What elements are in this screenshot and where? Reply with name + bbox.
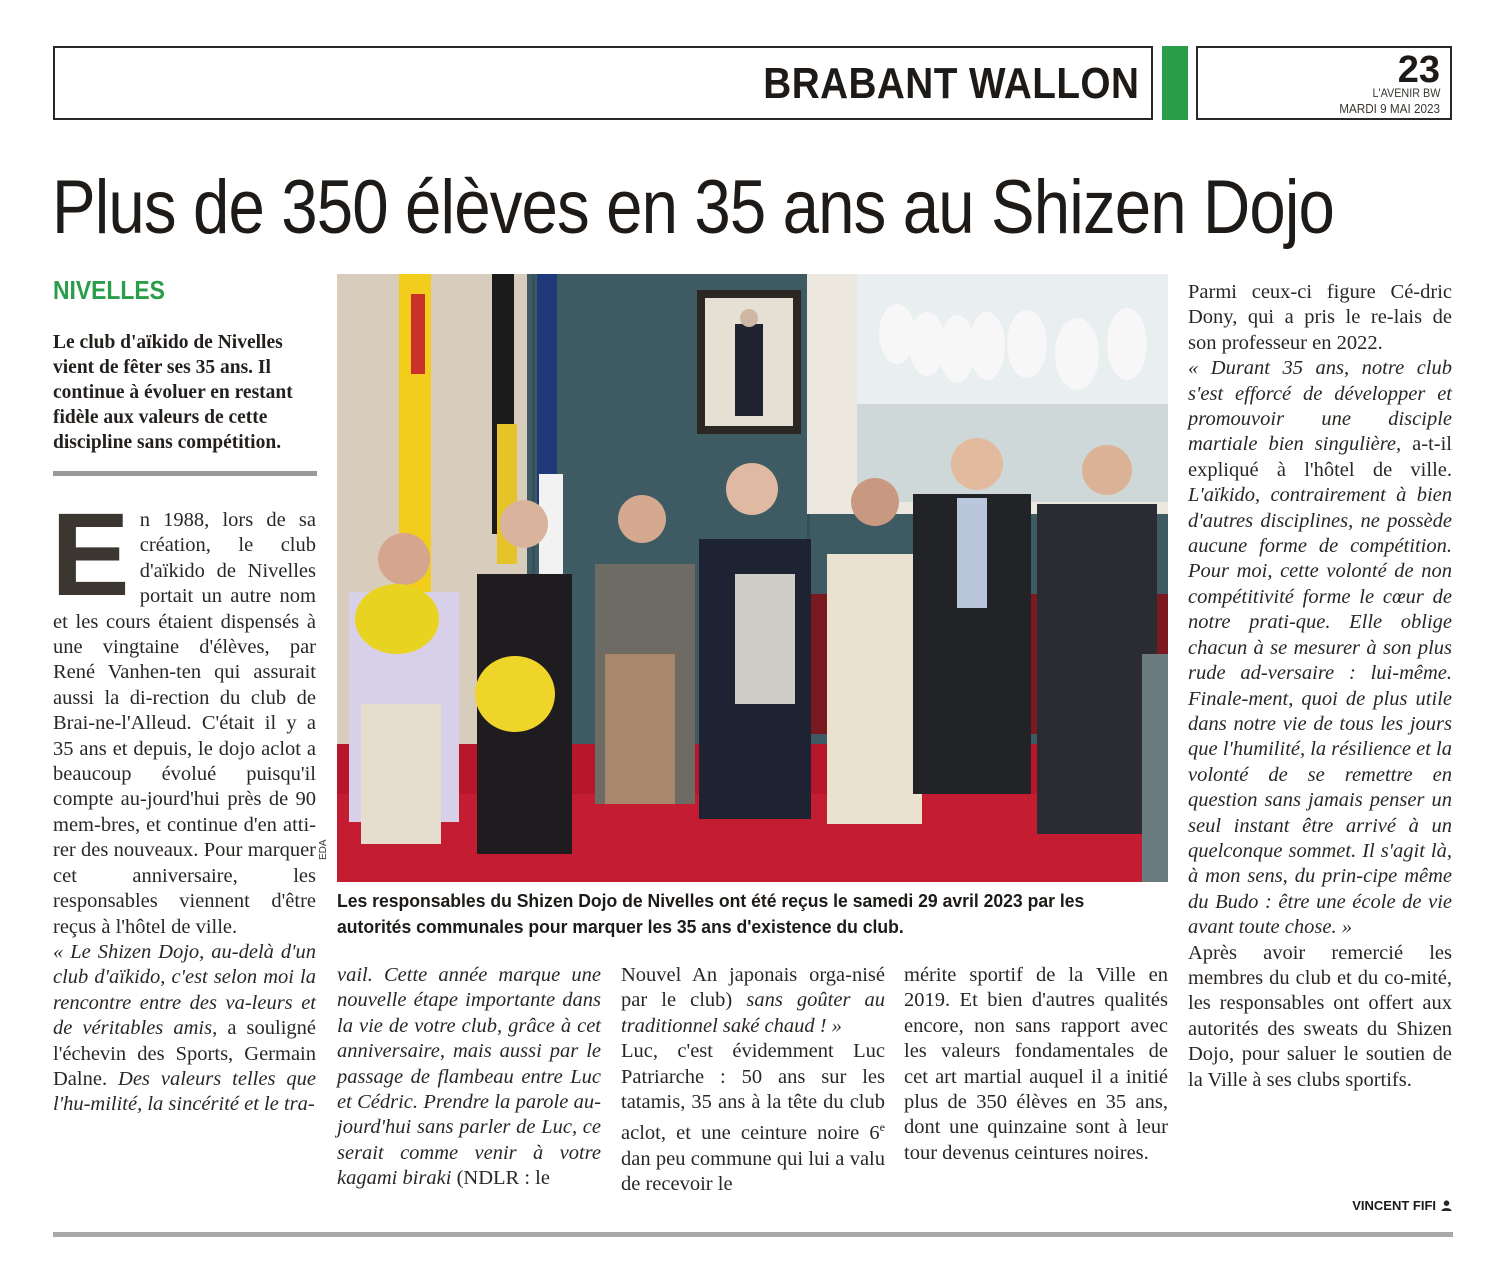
section-header [53, 46, 1153, 120]
byline [1352, 1198, 1452, 1213]
paragraph [53, 940, 316, 1118]
body-column-5 [1188, 280, 1452, 1093]
ordinal-superscript: e [879, 1120, 885, 1135]
paragraph-text: dan peu commune qui lui a valu de recevoir le [621, 1147, 885, 1196]
attribution-text: , a souligné l'échevin des Sports, Germain Dalne. [53, 1017, 316, 1090]
section-title: BRABANT WALLON [762, 59, 1139, 108]
publication-name: L'AVENIR BW [1372, 86, 1440, 100]
paragraph-text: n 1988, lors de sa création, le club d'aïkido de Nivelles portait un autre nom et les cours étaient dispensés à une vingtaine d'élèves, par René Vanhen-ten qui assurait aussi la di-rection du club de Brai-ne-l'Alleud. C'était il y a 35 ans et depuis, le dojo aclot a beaucoup évolué puisqu'il compte au-jourd'hui près de 90 mem-bres, et continue d'en atti-rer des nouveaux. Pour marquer cet anniversaire, les responsables viennent d'être reçus à l'hôtel de ville. [53, 509, 316, 938]
article-kicker: NIVELLES [53, 275, 165, 305]
quote-text: « Durant 35 ans, notre club s'est efforcé de développer et promouvoir une disciple martiale bien singulière [1188, 357, 1452, 456]
paragraph [51, 489, 316, 940]
body-column-2 [337, 963, 601, 1192]
attribution-text: , a-t-il expliqué à l'hôtel de ville. [1188, 433, 1452, 481]
paragraph: Après avoir remercié les membres du club et du co-mité, les responsables ont offert aux autorités des sweats du Shizen Dojo, pour saluer le soutien de la Ville à ses clubs sportifs. [1188, 941, 1452, 1091]
paragraph-text: Luc, c'est évidemment Luc Patriarche : 50 ans sur les tatamis, 35 ans à la tête du club aclot, et une ceinture noire 6 [621, 1040, 885, 1145]
paragraph: Parmi ceux-ci figure Cé-dric Dony, qui a pris le re-lais de son professeur en 2022. [1188, 281, 1452, 354]
lede-divider [53, 471, 317, 476]
body-column-3 [621, 963, 885, 1197]
page-info-box [1196, 46, 1452, 120]
article-lede: Le club d'aïkido de Nivelles vient de fêter ses 35 ans. Il continue à évoluer en restant fidèle aux valeurs de cette discipline sans compétition. [53, 332, 293, 453]
issue-date: MARDI 9 MAI 2023 [1339, 101, 1440, 116]
article-headline: Plus de 350 élèves en 35 ans au Shizen Dojo [52, 165, 1335, 250]
body-column-4 [904, 963, 1168, 1166]
editor-note: (NDLR : le [451, 1167, 550, 1190]
quote-text: L'aïkido, contrairement à bien d'autres disciplines, ne possède aucune forme de compétition. Pour moi, cette volonté de non compétitivité forme le cœur de notre prati-que. Elle oblige chacun à se mesurer à son plus rude ad-versaire : lui-même. Finale-ment, quoi de plus utile dans notre vie de tous les jours que l'humilité, la résilience et la volonté de se remettre en question sans jamais penser un seul instant être arrivé à un quelconque sommet. Il s'agit là, à mon sens, du prin-cipe même du Budo : être une école de vie avant toute chose. » [1188, 484, 1452, 939]
body-column-1 [51, 489, 316, 1118]
paragraph [621, 963, 885, 1039]
quote-text: « Le Shizen Dojo, au-delà d'un club d'aïkido, c'est selon moi la rencontre entre des va-leurs et de véritables amis [53, 940, 316, 1040]
article-photo [337, 274, 1168, 882]
author-name: VINCENT FIFI [1352, 1198, 1436, 1213]
quote-text: vail. Cette année marque une nouvelle étape importante dans la vie de votre club, grâce à cet anniversaire, mais aussi par le passage de flambeau entre Luc et Cédric. Prendre la parole au-jourd'hui sans parler de Luc, ce serait comme venir à votre kagami biraki [337, 964, 601, 1190]
paragraph [1188, 356, 1452, 940]
paragraph [337, 963, 601, 1192]
page-number: 23 [1397, 49, 1440, 91]
quote-text: Des valeurs telles que l'hu-milité, la sincérité et le tra- [53, 1067, 316, 1116]
group-photo-illustration [337, 274, 1168, 882]
editor-note: Nouvel An japonais orga-nisé par le club) [621, 964, 885, 1012]
paragraph: mérite sportif de la Ville en 2019. Et bien d'autres qualités encore, non sans rapport avec les valeurs fondamentales de cet art martial auquel il a initié plus de 350 élèves en 35 ans, dont une quinzaine sont à leur tour devenus ceintures noires. [904, 964, 1168, 1164]
quote-text: sans goûter au traditionnel saké chaud ! » [621, 989, 886, 1037]
section-accent-bar [1162, 46, 1188, 120]
bottom-divider [53, 1232, 1453, 1237]
person-icon [1441, 1200, 1452, 1212]
drop-cap: E [51, 489, 130, 621]
photo-credit: EDA [318, 839, 329, 860]
paragraph [621, 1039, 885, 1197]
photo-caption: Les responsables du Shizen Dojo de Nivelles ont été reçus le samedi 29 avril 2023 par les autorités communales pour marquer les 35 ans d'existence du club. [337, 890, 1085, 937]
